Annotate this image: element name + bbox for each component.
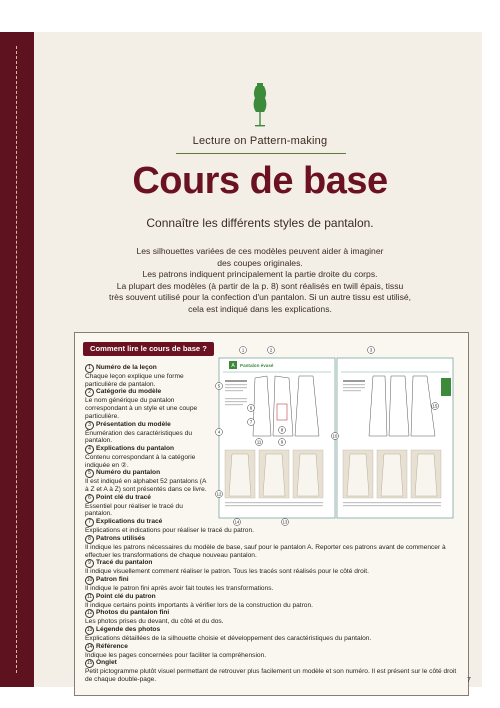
legend-item [85,626,465,643]
intro-line: Les patrons indiquent principalement la partie droite du corps. [142,269,378,280]
legend-number: 1 [85,364,94,373]
legend-item-title: Numéro de la leçon [96,364,157,371]
legend-item-text: Il indique les patrons nécessaires du modèle de base, sauf pour le pantalon A. Reporter ces patrons avant de commencer à effectuer les transformations de chaque nouveau pantalon. [85,543,446,559]
legend-item [85,445,210,469]
legend-item-text: Explications et indications pour réaliser le tracé du patron. [85,527,254,535]
legend-item-text: Essentiel pour réaliser le tracé du pantalon. [85,502,183,518]
intro-line: très souvent utilisé pour la confection d'un pantalon. Si un autre tissu est utilisé, [108,292,412,303]
legend-item [85,576,465,593]
legend-item-title: Tracé du pantalon [96,559,153,567]
legend-item [85,469,210,493]
page-number: 7 [467,677,471,684]
dress-form-icon [250,82,270,130]
book-page [0,32,482,687]
legend-number: 5 [85,469,94,478]
svg-text:13: 13 [282,519,288,525]
legend-item-title: Photos du pantalon fini [96,609,170,617]
legend-item [85,364,210,388]
legend-item-text: Explications détaillées de la silhouette choisie et développement des caractéristiques du pantalon. [85,635,372,643]
legend-number: 8 [85,535,94,544]
legend-item-title: Point clé du tracé [96,493,151,501]
legend-number: 11 [86,593,93,600]
legend-item [85,494,210,518]
svg-text:12: 12 [216,491,222,497]
legend-number: 15 [86,660,93,667]
legend-number: 7 [85,518,94,527]
legend-item-title: Légende des photos [96,626,161,634]
legend-number: 14 [86,643,93,650]
page-title: Cours de base [132,160,388,202]
intro-line: Les silhouettes variées de ces modèles peuvent aider à imaginer [136,246,384,256]
legend-item [85,609,465,626]
legend-item-title: Catégorie du modèle [96,388,162,396]
legend-item [85,593,465,610]
svg-text:9: 9 [280,439,284,445]
svg-text:8: 8 [280,427,284,433]
spread-title: Pantalon évasé [240,363,274,368]
legend-number: 12 [86,610,93,617]
legend-item-text: Il indique certains points importants à vérifier lors de la construction du patron. [85,601,313,609]
legend-item-text: Il indique le patron fini après avoir fait toutes les transformations. [85,584,274,592]
legend-item-text: Indique les pages concernées pour faciliter la compréhension. [85,651,267,659]
legend-item-title: Patrons utilisés [96,534,146,542]
intro-text [90,246,430,316]
guide-heading: Comment lire le cours de base ? [83,342,214,356]
legend-item-text: Chaque leçon explique une forme particulière de pantalon. [85,373,184,388]
legend-number: 9 [85,559,94,568]
legend-item [85,559,465,576]
legend-item-title: Présentation du modèle [96,420,171,428]
legend-item-title: Numéro du pantalon [96,469,161,477]
series-label: Lecture on Pattern-making [192,135,328,147]
legend-item [85,643,465,660]
legend-number: 13 [86,627,93,634]
svg-text:5: 5 [217,383,221,389]
svg-text:10: 10 [332,433,338,439]
legend-item-title: Explications du pantalon [96,444,175,452]
legend-item-text: Le nom générique du pantalon correspondant à un style et une coupe particulière. [85,397,198,420]
legend-item-title: Point clé du patron [96,592,156,600]
legend-number: 2 [85,388,94,397]
legend-item-text: Contenu correspondant à la catégorie indiquée en ②. [85,453,196,469]
legend-item-text: Il est indiqué en alphabet 52 pantalons (A à Z et A à Z) sont présentés dans ce livre. [85,478,207,494]
svg-text:14: 14 [234,519,240,525]
svg-text:11: 11 [256,439,262,445]
legend-item-title: Patron fini [96,575,129,583]
spine-stitching [16,46,17,673]
legend-item [85,535,465,559]
legend-item-text: Il indique visuellement comment réaliser le patron. Tous les tracés sont réalisés pour le côté droit. [85,568,369,576]
intro-line: cela est indiqué dans les explications. [188,303,332,314]
guide-legend [85,364,465,684]
svg-text:3: 3 [369,347,373,353]
svg-text:1: 1 [241,347,245,353]
spread-section-letter: A [231,363,235,369]
legend-number: 4 [85,445,94,454]
legend-item [85,659,465,683]
legend-item-title: Onglet [96,659,117,667]
svg-text:2: 2 [269,347,273,353]
legend-item [85,518,465,535]
legend-item-title: Explications du tracé [96,518,163,526]
legend-item [85,421,210,445]
svg-text:15: 15 [432,403,438,409]
book-spine [0,32,34,687]
legend-item-text: Énumération des caractéristiques du pantalon. [85,429,193,445]
legend-number: 6 [85,494,94,503]
intro-line: des coupes originales. [217,257,303,268]
intro-line: La plupart des modèles (à partir de la p. 8) sont réalisés en twill épais, tissu [116,280,404,291]
guide-panel [74,332,469,696]
legend-item-text: Petit pictogramme plutôt visuel permettant de retrouver plus facilement un modèle et son numéro. Il est présent sur le côté droit de chaque double-page. [85,668,457,684]
title-rule [176,153,346,154]
svg-text:7: 7 [249,419,253,425]
svg-text:4: 4 [217,429,221,435]
legend-number: 3 [85,421,94,430]
legend-item-title: Référence [96,642,128,650]
page-tagline: Connaître les différents styles de pantalon. [146,216,374,230]
legend-item [85,388,210,420]
legend-item-text: Les photos prises du devant, du côté et du dos. [85,618,224,626]
legend-number: 10 [86,576,93,583]
svg-text:6: 6 [249,405,253,411]
